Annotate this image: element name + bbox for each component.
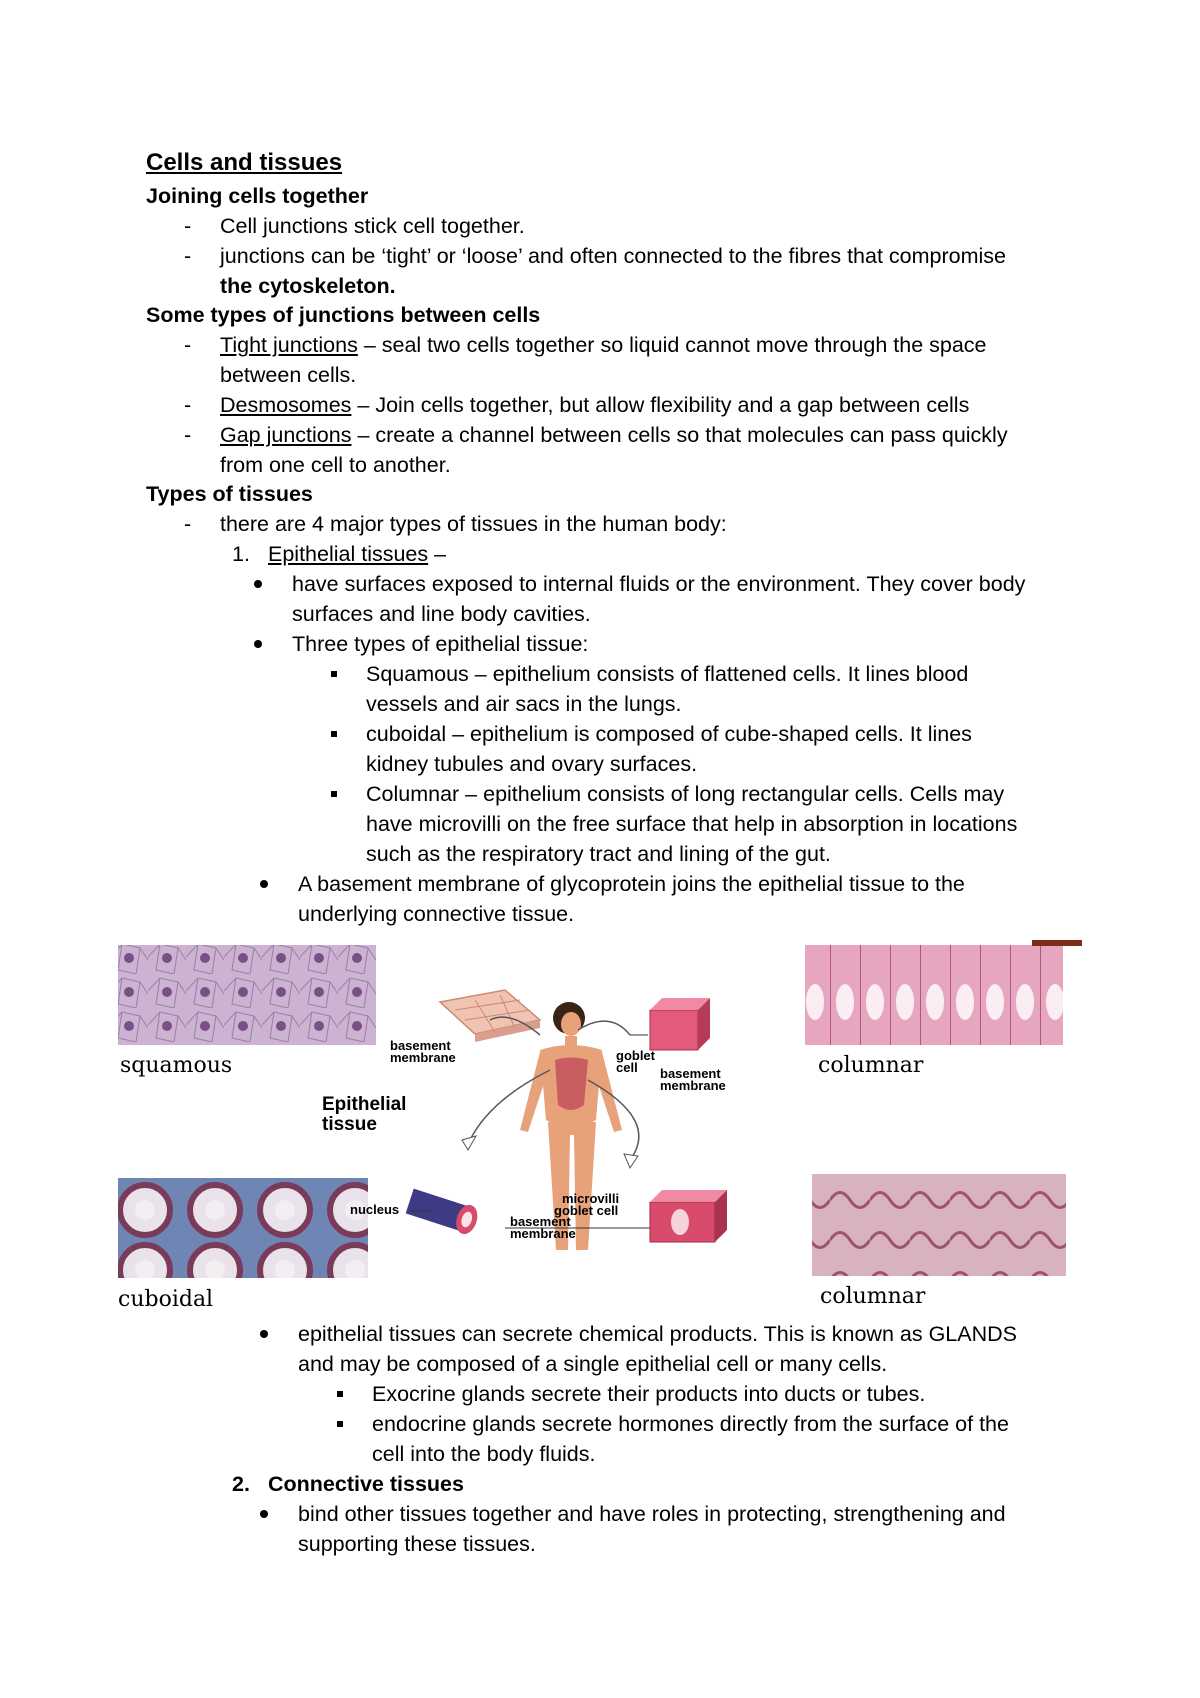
sub-item-continuation: such as the respiratory tract and lining of the gut.	[366, 842, 831, 866]
bullet-item-continuation: underlying connective tissue.	[298, 902, 575, 926]
square-marker	[337, 1421, 343, 1427]
label-goblet-cell-1: goblet	[616, 1048, 655, 1063]
dash-marker: -	[184, 333, 192, 357]
bullet-item: Three types of epithelial tissue:	[292, 632, 589, 656]
label-basement-membrane-bottom-1: basement	[510, 1214, 571, 1229]
bullet-marker	[254, 640, 262, 648]
term-desmosomes: Desmosomes	[220, 393, 352, 417]
bullet-marker	[260, 1330, 268, 1338]
label-cuboidal: cuboidal	[118, 1287, 214, 1312]
label-epithelial-title-1: Epithelial	[322, 1094, 407, 1115]
bullet-marker	[260, 1510, 268, 1518]
figure-svg	[110, 940, 1090, 1325]
label-goblet-cell-2: cell	[616, 1060, 638, 1075]
label-columnar-bottom: columnar	[820, 1284, 926, 1309]
list-item-continuation: from one cell to another.	[220, 453, 451, 477]
square-marker	[331, 791, 337, 797]
columnar-micrograph-bottom	[812, 1174, 1066, 1276]
label-nucleus: nucleus	[350, 1202, 400, 1217]
dash-marker: -	[184, 423, 192, 447]
label-goblet-cell-bottom: goblet cell	[554, 1203, 619, 1218]
list-item-continuation: between cells.	[220, 363, 357, 387]
label-basement-membrane-right-1: basement	[660, 1066, 721, 1081]
list-item: Cell junctions stick cell together.	[220, 214, 525, 238]
label-squamous: squamous	[120, 1053, 233, 1078]
epithelial-tissue-figure	[110, 940, 1090, 1325]
definition-text: – Join cells together, but allow flexibility and a gap between cells	[351, 393, 970, 417]
numbered-marker: 1.	[232, 542, 250, 566]
columnar-micrograph-top	[805, 945, 1063, 1045]
label-microvilli: microvilli	[562, 1191, 620, 1206]
bullet-item-continuation: and may be composed of a single epithelial cell or many cells.	[298, 1352, 888, 1376]
label-columnar-top: columnar	[818, 1053, 924, 1078]
section-heading-joining: Joining cells together	[146, 184, 369, 208]
dash-marker: -	[184, 512, 192, 536]
label-basement-membrane-2: membrane	[390, 1050, 456, 1065]
sub-item-endocrine: endocrine glands secrete hormones directly from the surface of the	[372, 1412, 1009, 1436]
list-item-tight-junctions	[220, 330, 987, 360]
square-marker	[331, 731, 337, 737]
bullet-marker	[260, 880, 268, 888]
sub-item-continuation: cell into the body fluids.	[372, 1442, 596, 1466]
list-item: junctions can be ‘tight’ or ‘loose’ and often connected to the fibres that compromise	[220, 244, 1006, 268]
section-heading-types: Types of tissues	[146, 482, 313, 506]
numbered-item-epithelial	[268, 539, 446, 569]
term-suffix: –	[428, 542, 447, 566]
list-item-desmosomes	[220, 390, 969, 420]
list-item-gap-junctions	[220, 420, 1008, 450]
dash-marker: -	[184, 214, 192, 238]
sub-item-continuation: kidney tubules and ovary surfaces.	[366, 752, 698, 776]
term-gap-junctions: Gap junctions	[220, 423, 352, 447]
image-corner-mark	[1032, 940, 1082, 946]
sub-item-cuboidal: cuboidal – epithelium is composed of cube-shaped cells. It lines	[366, 722, 972, 746]
cuboidal-micrograph	[118, 1178, 368, 1278]
sub-item-squamous: Squamous – epithelium consists of flattened cells. It lines blood	[366, 662, 969, 686]
dash-marker: -	[184, 393, 192, 417]
label-basement-membrane-bottom-2: membrane	[510, 1226, 576, 1241]
page-title: Cells and tissues	[146, 149, 343, 176]
square-marker	[331, 671, 337, 677]
bullet-marker	[254, 580, 262, 588]
bullet-item: have surfaces exposed to internal fluids or the environment. They cover body	[292, 572, 1026, 596]
label-epithelial-title-2: tissue	[322, 1114, 377, 1135]
definition-text: – seal two cells together so liquid cannot move through the space	[357, 333, 987, 357]
list-item-continuation: the cytoskeleton.	[220, 274, 396, 298]
definition-text: – create a channel between cells so that molecules can pass quickly	[351, 423, 1008, 447]
label-basement-membrane-1: basement	[390, 1038, 451, 1053]
numbered-item-connective: Connective tissues	[268, 1472, 464, 1496]
bullet-item-continuation: supporting these tissues.	[298, 1532, 536, 1556]
dash-marker: -	[184, 244, 192, 268]
sub-item-exocrine: Exocrine glands secrete their products into ducts or tubes.	[372, 1382, 926, 1406]
bullet-item-continuation: surfaces and line body cavities.	[292, 602, 591, 626]
list-item: there are 4 major types of tissues in the human body:	[220, 512, 727, 536]
sub-item-continuation: vessels and air sacs in the lungs.	[366, 692, 682, 716]
bullet-item: bind other tissues together and have roles in protecting, strengthening and	[298, 1502, 1006, 1526]
sub-item-columnar: Columnar – epithelium consists of long rectangular cells. Cells may	[366, 782, 1005, 806]
squamous-micrograph	[118, 945, 376, 1045]
numbered-marker: 2.	[232, 1472, 250, 1496]
square-marker	[337, 1391, 343, 1397]
label-basement-membrane-right-2: membrane	[660, 1078, 726, 1093]
term-tight-junctions: Tight junctions	[220, 333, 358, 357]
bullet-item: epithelial tissues can secrete chemical products. This is known as GLANDS	[298, 1322, 1017, 1346]
term-epithelial-tissues: Epithelial tissues	[268, 542, 429, 566]
sub-item-continuation: have microvilli on the free surface that help in absorption in locations	[366, 812, 1018, 836]
bullet-item: A basement membrane of glycoprotein joins the epithelial tissue to the	[298, 872, 965, 896]
section-heading-junctions: Some types of junctions between cells	[146, 303, 541, 327]
